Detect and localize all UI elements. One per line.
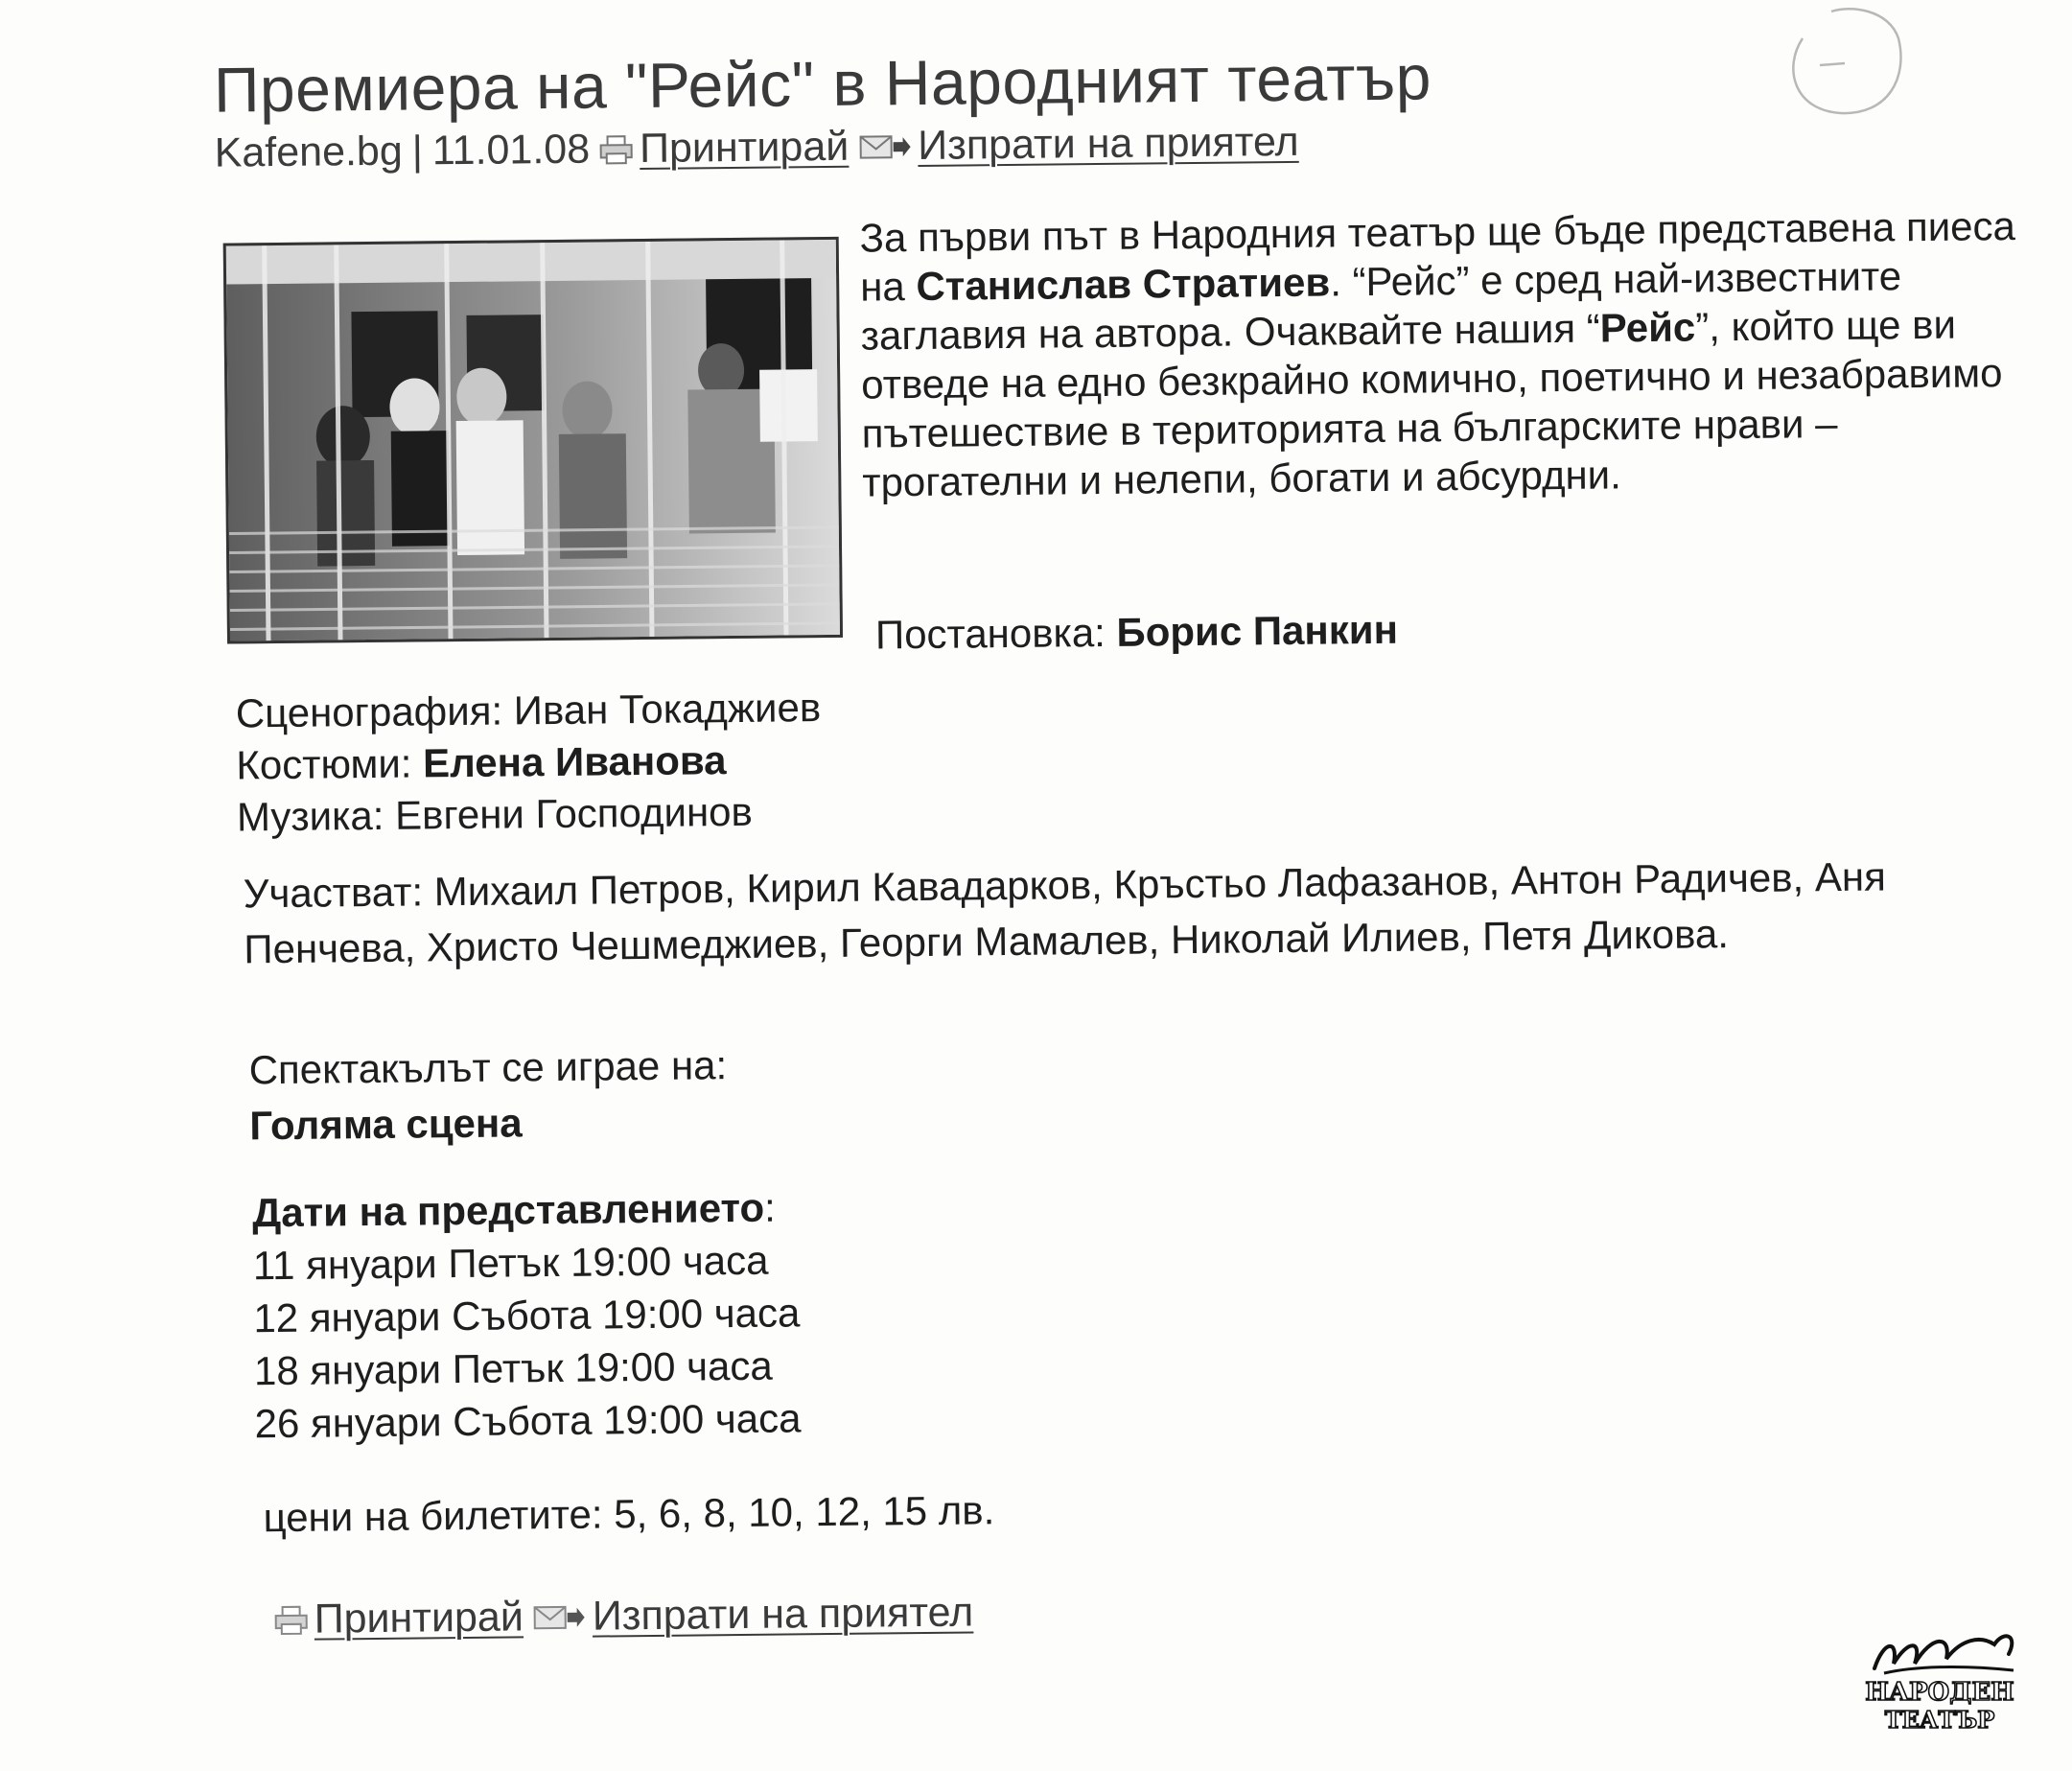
director-name: Борис Панкин <box>1116 606 1399 655</box>
credit-director <box>875 604 1399 662</box>
article-intro <box>859 201 2051 507</box>
intro-text-2: . “Рейс” е сред най-известните заглавия на автора. Очаквайте нашия “ <box>860 253 1902 359</box>
dates-label: Дати на представлението <box>252 1184 765 1236</box>
cast-list: Участват: Михаил Петров, Кирил Кавадарков, Кръстьо Лафазанов, Антон Радичев, Аня Пенчева, Христо Чешмеджиев, Георги Мамалев, Николай Илиев, Петя Дикова. <box>243 853 1887 972</box>
intro-text-3: ”, който ще ви отведе на едно безкрайно комично, поетично и незабравимо пътешествие в територията на българските нрави – трогателни и нелепи, богати и абсурдни. <box>861 301 2003 505</box>
credit-scenography: Сценография: Иван Токаджиев <box>235 685 822 736</box>
credits-crew <box>236 682 823 843</box>
venue-section <box>248 1037 728 1153</box>
venue-label: Спектакълът се играе на: <box>248 1042 728 1093</box>
venue-stage <box>249 1093 728 1153</box>
credit-music: Музика: Евгени Господинов <box>236 788 754 840</box>
dates-heading <box>252 1180 799 1239</box>
national-theatre-logo <box>1855 1620 2028 1736</box>
footer-actions <box>264 1589 973 1643</box>
pencil-circle-mark <box>1764 0 1918 125</box>
footer-send-link[interactable] <box>524 1589 974 1641</box>
logo-bottom-text: ТЕАТЪР <box>1884 1706 1995 1734</box>
costumes-label: Костюми: <box>236 740 424 788</box>
send-to-friend-link[interactable] <box>849 119 1299 171</box>
footer-print-label: Принтирай <box>314 1594 524 1643</box>
article-source: Kafene.bg <box>214 128 403 176</box>
envelope-arrow-icon <box>858 132 912 162</box>
intro-text-1: За първи път в Народния театър ще бъде представена пиеса на <box>859 203 2016 310</box>
stage-photo-graphic <box>226 240 843 644</box>
ticket-prices: цени на билетите: 5, 6, 8, 10, 12, 15 лв. <box>263 1487 995 1541</box>
date-item: 11 януари Петък 19:00 часа <box>252 1237 769 1289</box>
printer-icon <box>274 1604 309 1635</box>
date-item: 12 януари Събота 19:00 часа <box>253 1290 801 1341</box>
costumes-name: Елена Иванова <box>422 737 727 786</box>
director-label: Постановка: <box>874 609 1117 658</box>
performance-dates <box>252 1180 802 1450</box>
intro-play-title: Рейс <box>1599 304 1696 351</box>
venue-stage-name: Голяма сцена <box>249 1100 523 1149</box>
date-item: 26 януари Събота 19:00 часа <box>254 1395 802 1447</box>
footer-send-label: Изпрати на приятел <box>592 1589 974 1640</box>
intro-author: Станислав Стратиев <box>916 259 1331 310</box>
send-label: Изпрати на приятел <box>917 118 1299 169</box>
print-label: Принтирай <box>639 123 850 173</box>
credit-costumes <box>236 734 822 791</box>
meta-separator: | <box>411 128 424 175</box>
footer-print-link[interactable] <box>264 1594 524 1643</box>
article-title: Премиера на "Рейс" в Народният театър <box>213 41 1432 126</box>
date-item: 18 януари Петък 19:00 часа <box>253 1342 773 1394</box>
print-link[interactable] <box>590 124 850 174</box>
article-meta <box>214 119 1298 177</box>
article-photo <box>223 237 843 644</box>
article-date: 11.01.08 <box>431 126 591 175</box>
printer-icon <box>599 134 634 165</box>
logo-graphic <box>1855 1620 2028 1736</box>
logo-top-text: НАРОДЕН <box>1865 1678 2014 1707</box>
dates-colon: : <box>763 1184 777 1230</box>
envelope-arrow-icon <box>533 1602 587 1632</box>
